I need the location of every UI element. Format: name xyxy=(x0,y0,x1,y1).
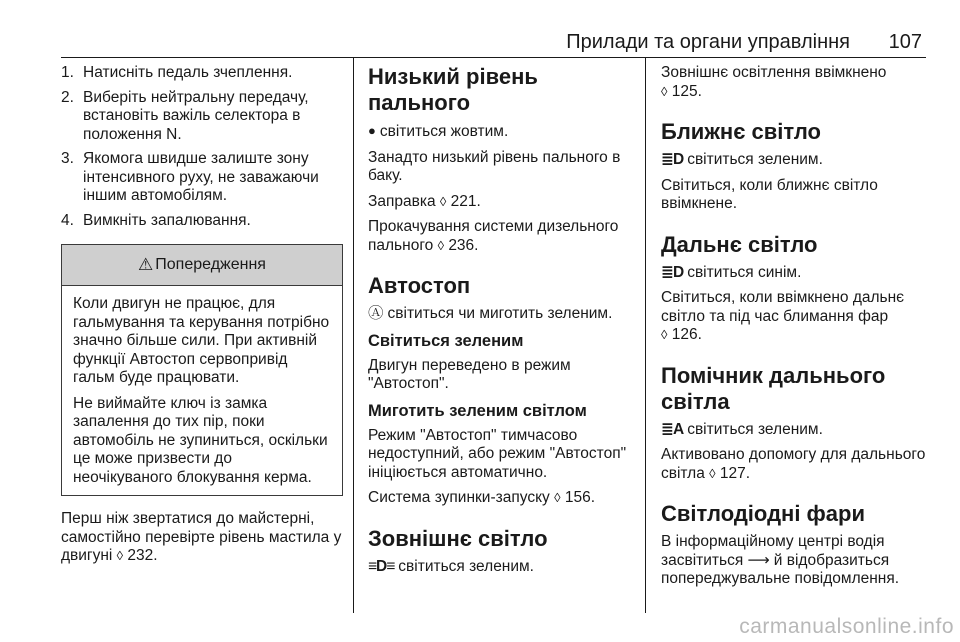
blink-heading: Миготить зеленим світлом xyxy=(368,401,587,420)
high-beam-ref[interactable]: 126. xyxy=(671,326,702,343)
step-text: Вимкніть запалювання. xyxy=(83,211,251,229)
pump-line xyxy=(368,218,636,255)
step-text: Якомога швидше залиште зону інтенсивного руху, не заважаючи іншим автомобілям. xyxy=(83,150,319,204)
exterior-on-ref[interactable]: 125. xyxy=(671,82,702,100)
low-beam-icon: ≣D xyxy=(661,151,684,168)
startstop-ref[interactable]: 156. xyxy=(564,489,596,506)
page-ref-icon: ◊ xyxy=(661,327,668,342)
oil-check-text: Перш ніж звертатися до майстерні, самостійно перевірте рівень мастила у двигуні xyxy=(61,510,342,564)
step-item xyxy=(61,64,343,83)
column-divider-right xyxy=(645,57,646,613)
page-number: 107 xyxy=(888,31,922,53)
high-beam-desc-text: Світиться, коли ввімкнено дальнє світло та під час блимання фар xyxy=(661,289,905,325)
page-ref-icon: ◊ xyxy=(116,548,124,563)
led-heading: Світлодіодні фари xyxy=(661,501,865,526)
refuel-line xyxy=(368,193,636,212)
low-beam-lit-text: світиться зеленим. xyxy=(687,151,823,168)
page-ref-icon: ◊ xyxy=(661,83,668,99)
high-beam-assist-heading: Помічник дальнього світла xyxy=(661,362,886,414)
autostop-line xyxy=(368,305,636,324)
exterior-on-text: Зовнішнє освітлення ввімкнено xyxy=(661,64,887,81)
low-beam-heading: Ближнє світло xyxy=(661,119,821,144)
fuel-description: Занадто низький рівень пального в баку. xyxy=(368,148,621,184)
fuel-heading: Низький рівень пального xyxy=(368,64,538,115)
high-beam-lit-text: світиться синім. xyxy=(687,263,802,281)
step-item xyxy=(61,150,343,206)
oil-check-paragraph xyxy=(61,510,343,566)
led-description xyxy=(661,533,929,589)
step-text: Виберіть нейтральну передачу, встановіть важіль селектора в положення N. xyxy=(83,88,309,143)
high-beam-description xyxy=(661,289,929,345)
assist-lit-text: світиться зеленим. xyxy=(687,420,823,438)
blink-text: Режим "Автостоп" тимчасово недоступний, або режим "Автостоп" ініціюється автоматично. xyxy=(368,426,627,481)
led-text: В інформаційному центрі водія засвітиться xyxy=(661,533,885,569)
warning-body xyxy=(62,286,342,495)
pump-ref[interactable]: 236. xyxy=(448,236,479,254)
assist-line xyxy=(661,421,929,440)
step-number: 2. xyxy=(61,88,74,106)
steps-list xyxy=(61,64,343,230)
column-left xyxy=(61,64,343,573)
exterior-line xyxy=(368,558,636,577)
fuel-dot-icon: ● xyxy=(368,123,376,138)
exterior-heading: Зовнішнє світло xyxy=(368,525,548,551)
page-ref-icon: ◊ xyxy=(709,465,716,481)
green-text: Двигун переведено в режим "Автостоп". xyxy=(368,356,571,392)
watermark: carmanualsonline.info xyxy=(739,615,954,638)
column-right xyxy=(661,64,929,596)
column-middle xyxy=(368,64,636,583)
assist-description xyxy=(661,446,929,483)
led-warning-icon: ⟶ xyxy=(747,551,770,569)
warning-paragraph: Коли двигун не працює, для гальмування та керування потрібно значно більше сили. При активній функції Автостоп сервопривід гальм буде працювати. xyxy=(73,295,330,386)
startstop-line xyxy=(368,489,636,508)
page-ref-icon: ◊ xyxy=(439,193,447,209)
column-divider-left xyxy=(353,57,354,613)
fuel-indicator-line xyxy=(368,122,636,142)
step-number: 1. xyxy=(61,64,74,81)
assist-desc-text: Активовано допомогу для дальнього світла xyxy=(661,446,926,482)
step-number: 3. xyxy=(61,150,74,167)
page-header xyxy=(0,28,960,58)
autostop-heading: Автостоп xyxy=(368,273,471,298)
warning-triangle-icon: ⚠ xyxy=(138,254,154,274)
autostop-lit-text: світиться чи миготить зеленим. xyxy=(387,305,613,322)
refuel-ref[interactable]: 221. xyxy=(450,192,481,210)
fuel-lit-text: світиться жовтим. xyxy=(379,123,509,140)
page-ref-icon: ◊ xyxy=(437,237,444,253)
high-beam-assist-icon: ≣A xyxy=(661,420,684,438)
warning-paragraph: Не виймайте ключ із замка запалення до тих пір, поки автомобіль не зупиниться, оскільки це може призвести до неочікуваного блокування керма. xyxy=(73,394,328,486)
oil-check-ref[interactable]: 232. xyxy=(127,547,158,564)
exterior-on-line xyxy=(661,64,929,101)
warning-header xyxy=(62,245,342,286)
assist-ref[interactable]: 127. xyxy=(719,464,751,482)
warning-box xyxy=(61,244,343,496)
page-title: Прилади та органи управління xyxy=(566,31,850,53)
step-number: 4. xyxy=(61,211,74,229)
autostop-icon: Ⓐ xyxy=(368,305,384,322)
header-rule xyxy=(61,57,926,58)
high-beam-line xyxy=(661,264,929,283)
green-heading: Світиться зеленим xyxy=(368,331,524,350)
led-text-cont: й відобразиться попереджувальне повідомлення. xyxy=(661,551,900,587)
warning-title: Попередження xyxy=(155,255,266,273)
step-item xyxy=(61,212,343,231)
refuel-text: Заправка xyxy=(368,192,436,210)
low-beam-description: Світиться, коли ближнє світло ввімкнене. xyxy=(661,176,878,212)
step-text: Натисніть педаль зчеплення. xyxy=(83,64,293,81)
pump-text: Прокачування системи дизельного пального xyxy=(368,218,619,254)
low-beam-line xyxy=(661,151,929,170)
high-beam-heading: Дальнє світло xyxy=(661,231,818,257)
exterior-light-icon: ≡D≡ xyxy=(368,557,395,575)
startstop-text: Система зупинки-запуску xyxy=(368,489,550,506)
step-item xyxy=(61,89,343,145)
exterior-lit-text: світиться зеленим. xyxy=(398,557,534,575)
page-ref-icon: ◊ xyxy=(554,490,561,505)
high-beam-icon: ≣D xyxy=(661,263,684,281)
